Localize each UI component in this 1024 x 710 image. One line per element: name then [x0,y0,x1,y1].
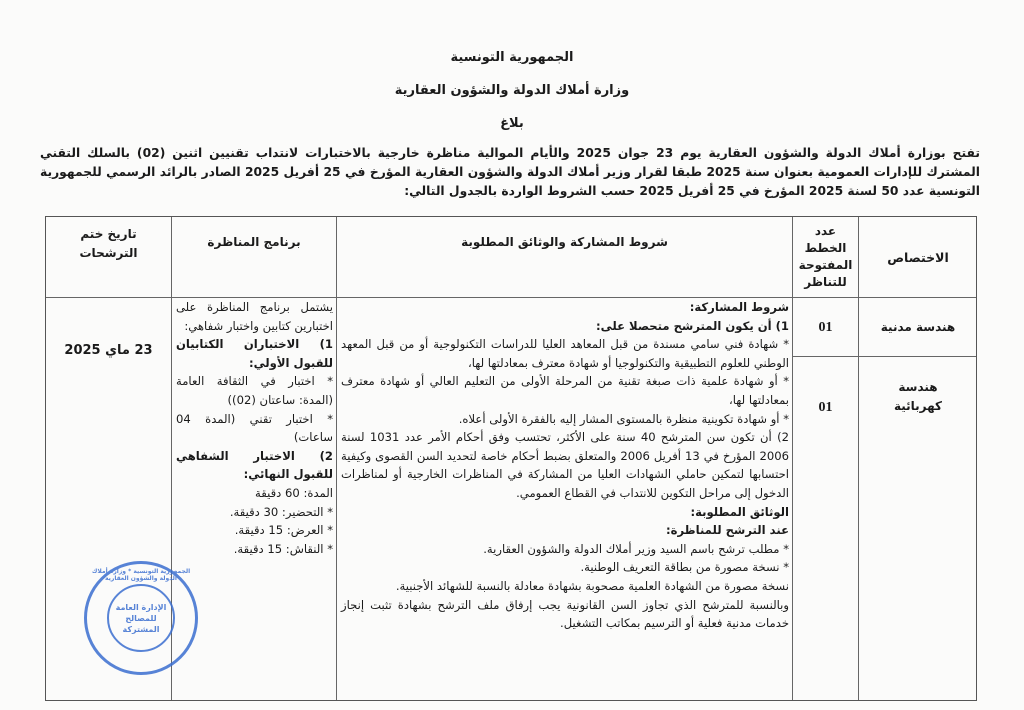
official-stamp [84,561,198,675]
count-civil: 01 [818,319,833,335]
conditions-paragraph: * نسخة مصورة من بطاقة التعريف الوطنية. [580,560,789,575]
program-paragraph: * العرض: 15 دقيقة. [234,523,333,538]
count-electrical: 01 [818,399,833,415]
header-conditions: شروط المشاركة والوثائق المطلوبة [461,234,668,249]
country-heading: الجمهورية التونسية [450,50,574,65]
conditions-paragraph: * أو شهادة علمية ذات صبغة تقنية من المرحلة الأولى من التعليم العالي أو شهادة معترف بمعادلتها لها، [341,374,789,407]
document-title: بلاغ [500,116,524,131]
program-cell [176,298,333,558]
intro-paragraph: تفتح بوزارة أملاك الدولة والشؤون العقارية يوم 23 جوان 2025 والأيام الموالية مناظرة خارجية بالاختبارات لانتداب تقنيين اثنين (02) بالسلك التقني المشترك للإدارات العمومية بعنوان سنة 2025 طبقا لقرار وزير أملاك الدولة والشؤون العقارية المؤرخ في 25 أفريل 2025 الصادر بالرائد الرسمي للجمهورية التونسية عدد 50 لسنة 2025 المؤرخ في 25 أفريل 2025 حسب الشروط الواردة بالجدول التالي: [40,146,980,198]
conditions-paragraph: 1) أن يكون المترشح متحصلا على: [595,318,789,333]
header-specialty: الاختصاص [887,249,949,265]
program-paragraph: يشتمل برنامج المناظرة على اختبارين كتابين واختبار شفاهي: [176,300,333,333]
conditions-cell [341,298,789,633]
conditions-paragraph: نسخة مصورة من الشهادة العلمية مصحوبة بشهادة معادلة بالنسبة للشهائد الأجنبية. [395,578,789,593]
conditions-paragraph: شروط المشاركة: [689,300,789,314]
program-paragraph: 2) الاختبار الشفاهي للقبول النهائي: [176,448,333,482]
conditions-paragraph: وبالنسبة للمترشح الذي تجاوز السن القانونية يجب إرفاق ملف الترشح بشهادة تثبت إنجاز خدمات مدنية فعلية أو الترسيم بمكاتب التشغيل. [341,597,789,631]
specialty-civil: هندسة مدنية [880,319,956,334]
deadline-date: 23 ماي 2025 [64,342,153,358]
header-deadline: تاريخ ختم الترشحات [79,227,138,260]
program-paragraph: 1) الاختباران الكتابيان للقبول الأولي: [176,337,333,370]
specialty-electrical: هندسة كهربائية [893,380,943,413]
conditions-paragraph: * مطلب ترشح باسم السيد وزير أملاك الدولة والشؤون العقارية. [483,541,789,556]
stamp-center-text: الإدارة العامة للمصالح المشتركة [107,584,175,652]
program-paragraph: * اختبار تقني (المدة 04 ساعات) [176,411,333,445]
conditions-paragraph: * أو شهادة تكوينية منظرة بالمستوى المشار إليه بالفقرة الأولى أعلاه. [458,411,789,426]
program-paragraph: المدة: 60 دقيقة [255,485,333,500]
stamp-ring-text: الجمهورية التونسية * وزارة أملاك الدولة والشؤون العقارية [91,568,191,582]
header-program: برنامج المناظرة [207,234,301,249]
conditions-paragraph: * شهادة فني سامي مسندة من قبل المعاهد العليا للدراسات التكنولوجية أو من قبل المعهد الوطني للعلوم التطبيقية والتكنولوجيا أو شهادة معترف بمعادلتها لها، [341,337,789,370]
conditions-paragraph: 2) أن تكون سن المترشح 40 سنة على الأكثر، تحتسب وفق أحكام الأمر عدد 1031 لسنة 2006 المؤرخ في 13 أفريل 2006 والمتعلق بضبط أحكام خاصة لتحديد السن القصوى وكيفية احتسابها لتمكين حاملي الشهادات العليا من المشاركة في المناظرات الخارجية أو لمناظرات الدخول إلى مراحل التكوين للانتداب في القطاع العمومي. [341,430,789,500]
header-count: عدد الخطط المفتوحة للتناظر [798,224,853,289]
program-paragraph: * اختبار في الثقافة العامة (المدة: ساعتان (02)) [176,374,333,407]
conditions-paragraph: عند الترشح للمناظرة: [665,523,789,538]
ministry-heading: وزارة أملاك الدولة والشؤون العقارية [394,83,630,98]
program-paragraph: * التحضير: 30 دقيقة. [229,504,333,519]
conditions-paragraph: الوثائق المطلوبة: [690,504,789,519]
program-paragraph: * النقاش: 15 دقيقة. [233,541,333,556]
